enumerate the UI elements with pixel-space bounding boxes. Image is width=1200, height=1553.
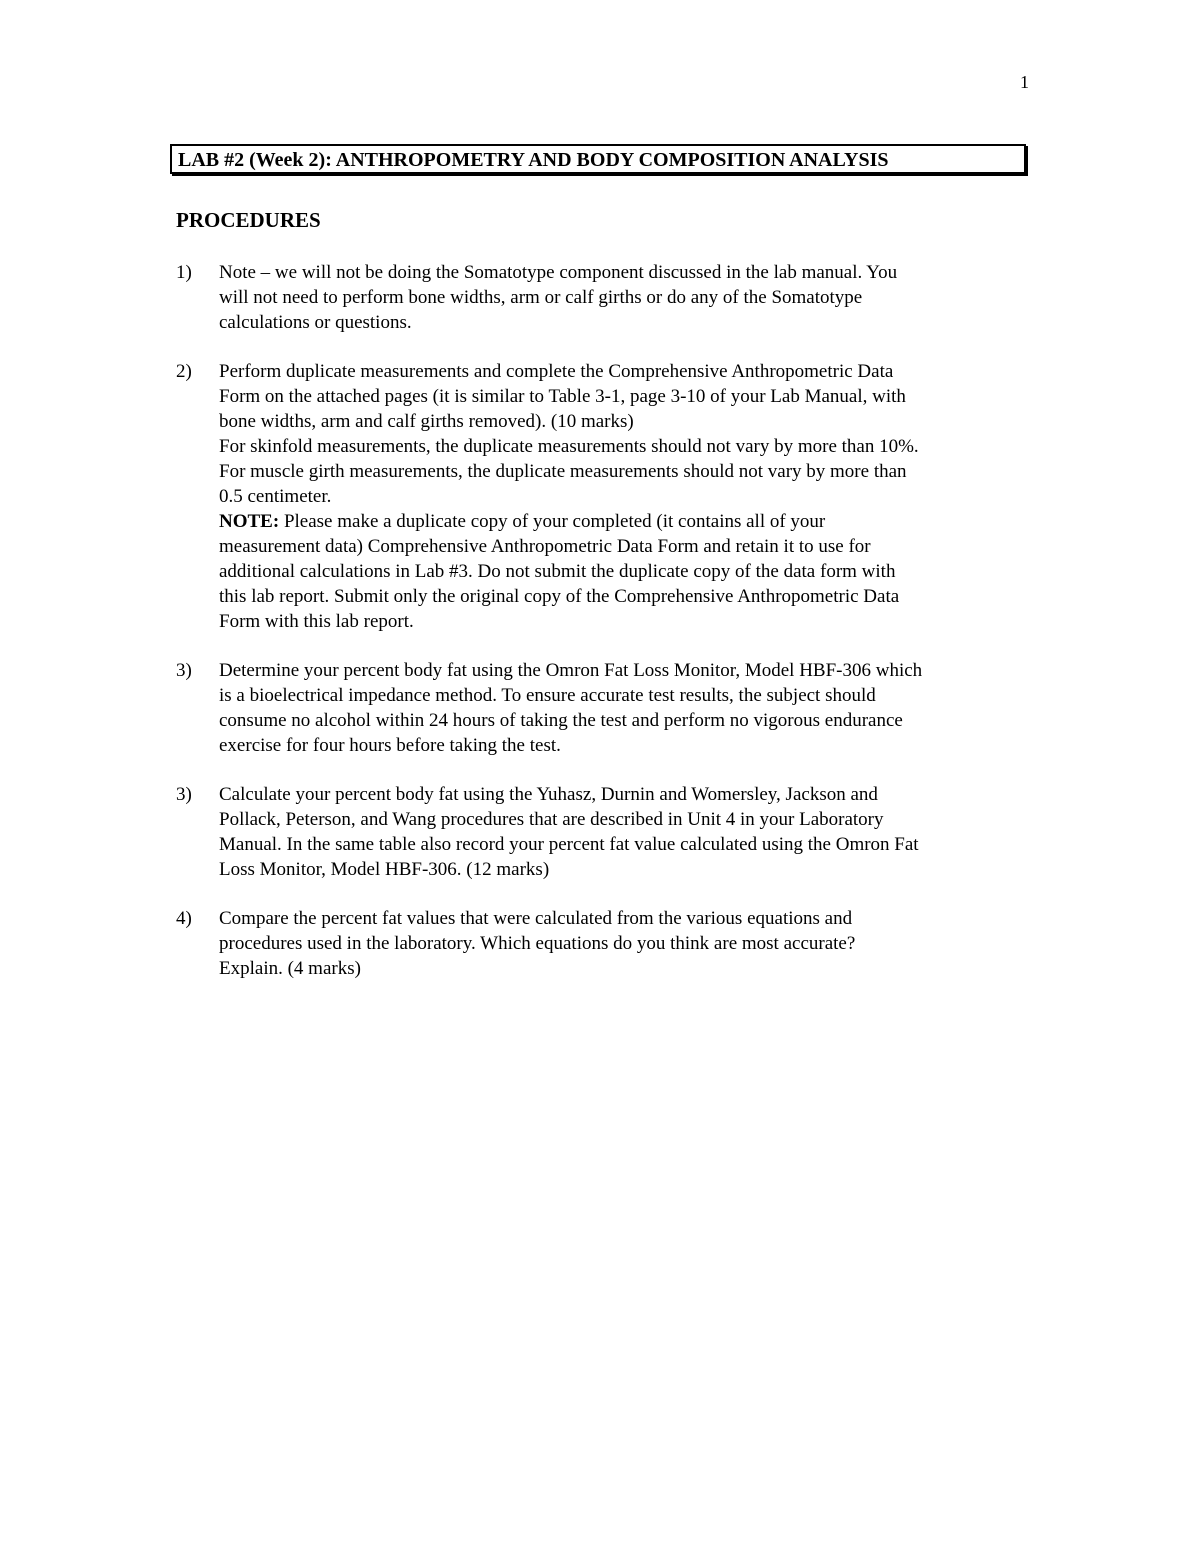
item-number: 4)	[176, 908, 192, 929]
procedure-item-4	[176, 782, 1036, 882]
item-text-line: is a bioelectrical impedance method. To ensure accurate test results, the subject should	[219, 685, 876, 706]
procedure-item-3	[176, 658, 1036, 758]
item-text-line: bone widths, arm and calf girths removed). (10 marks)	[219, 411, 634, 432]
item-number: 2)	[176, 361, 192, 382]
item-text-line: Calculate your percent body fat using the Yuhasz, Durnin and Womersley, Jackson and	[219, 784, 878, 805]
item-text-line: exercise for four hours before taking the test.	[219, 735, 561, 756]
item-text-line: Perform duplicate measurements and complete the Comprehensive Anthropometric Data	[219, 361, 894, 382]
item-text-line: calculations or questions.	[219, 312, 412, 333]
procedures-heading: PROCEDURES	[176, 208, 321, 232]
procedures-list	[176, 260, 1036, 1005]
item-text-line: will not need to perform bone widths, arm or calf girths or do any of the Somatotype	[219, 287, 863, 308]
item-number: 3)	[176, 660, 192, 681]
item-text-line: additional calculations in Lab #3. Do not submit the duplicate copy of the data form with	[219, 561, 896, 582]
item-text-line: Form on the attached pages (it is similar to Table 3-1, page 3-10 of your Lab Manual, with	[219, 386, 906, 407]
item-text-line: Determine your percent body fat using the Omron Fat Loss Monitor, Model HBF-306 which	[219, 660, 923, 681]
item-text-line: For skinfold measurements, the duplicate measurements should not vary by more than 10%.	[219, 436, 919, 457]
procedure-item-5	[176, 906, 1036, 981]
item-text-line: For muscle girth measurements, the duplicate measurements should not vary by more than	[219, 461, 907, 482]
item-text-line: consume no alcohol within 24 hours of taking the test and perform no vigorous endurance	[219, 710, 903, 731]
item-text-line: Loss Monitor, Model HBF-306. (12 marks)	[219, 859, 550, 880]
note-line	[219, 509, 1036, 534]
item-number: 3)	[176, 784, 192, 805]
procedure-item-2	[176, 359, 1036, 634]
item-number: 1)	[176, 262, 192, 283]
note-text: Please make a duplicate copy of your completed (it contains all of your	[279, 511, 826, 532]
item-text-line: Manual. In the same table also record your percent fat value calculated using the Omron Fat	[219, 834, 919, 855]
procedure-item-1	[176, 260, 1036, 335]
item-text-line: Form with this lab report.	[219, 611, 414, 632]
item-text-line: this lab report. Submit only the original copy of the Comprehensive Anthropometric Data	[219, 586, 900, 607]
item-text-line: Compare the percent fat values that were calculated from the various equations and	[219, 908, 853, 929]
item-text-line: Explain. (4 marks)	[219, 958, 361, 979]
note-label: NOTE:	[219, 511, 280, 532]
item-text-line: Note – we will not be doing the Somatotype component discussed in the lab manual. You	[219, 262, 898, 283]
item-text-line: 0.5 centimeter.	[219, 486, 332, 507]
page-number: 1	[1020, 72, 1029, 92]
item-text-line: Pollack, Peterson, and Wang procedures that are described in Unit 4 in your Laboratory	[219, 809, 884, 830]
lab-title: LAB #2 (Week 2): ANTHROPOMETRY AND BODY COMPOSITION ANALYSIS	[170, 144, 1026, 174]
item-text-line: measurement data) Comprehensive Anthropometric Data Form and retain it to use for	[219, 536, 871, 557]
item-text-line: procedures used in the laboratory. Which equations do you think are most accurate?	[219, 933, 856, 954]
